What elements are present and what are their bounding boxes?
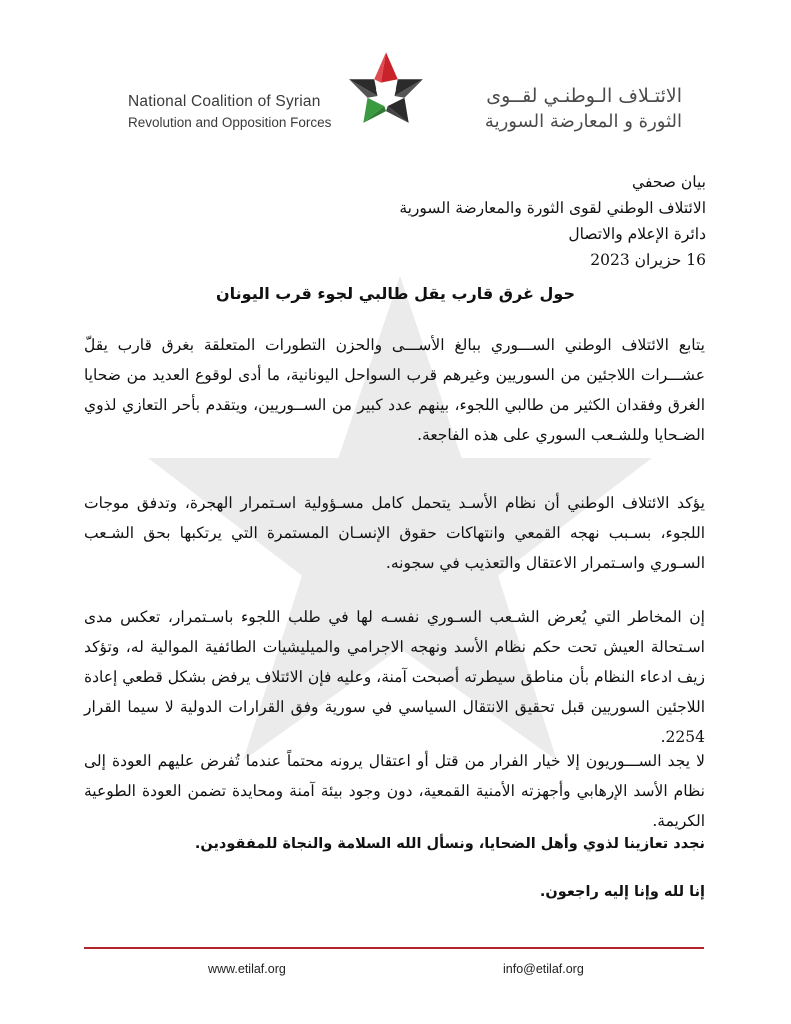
footer-divider — [84, 947, 704, 949]
closing-condolence: نجدد تعازينا لذوي وأهل الضحايا، ونسأل الله السلامة والنجاة للمفقودين. — [194, 836, 705, 852]
website-link[interactable]: www.etilaf.org — [208, 962, 286, 976]
logo-english-line2: Revolution and Opposition Forces — [128, 115, 332, 130]
paragraph-2: يؤكد الائتلاف الوطني أن نظام الأسـد يتحمل كامل مسـؤولية اسـتمرار الهجرة، وتدفق موجات اللجوء، بسـبب نهجه القمعي وانتهاكات حقوق الإنسـان المستمرة التي يرتكبها بحق الشـعب السـوري واسـتمرار الاعتقال والتعذيب في سجونه. — [84, 494, 705, 572]
issuer: الائتلاف الوطني لقوى الثورة والمعارضة السورية — [399, 199, 706, 217]
closing-prayer: إنا لله وإنا إليه راجعون. — [539, 884, 705, 900]
statement-date: 16 حزيران 2023 — [590, 251, 706, 269]
document-type: بيان صحفي — [632, 173, 706, 191]
paragraph-3: إن المخاطر التي يُعرض الشـعب السـوري نفسـه لها في طلب اللجوء باسـتمرار، تعكس مدى اسـتحالة العيش تحت حكم نظام الأسد ونهجه الاجرامي والميليشيات الطائفية الموالية له، وتؤكد زيف ادعاء النظام بأن مناطق سيطرته أصبحت آمنة، وعليه فإن الائتلاف يرفض بشكل قطعي إعادة اللاجئين السوريين قبل تحقيق الانتقال السياسي في سورية وفق القرارات الدولية لا سيما القرار 2254. — [84, 608, 705, 746]
logo-arabic-line2: الثورة و المعارضة السورية — [484, 111, 682, 132]
paragraph-4: لا يجد الســـوريون إلا خيار الفرار من قتل أو اعتقال يرونه محتماً عندما تُفرض عليهم العودة إلى نظام الأسد الإرهابي وأجهزته الأمنية القمعية، دون وجود بيئة آمنة ومحايدة تضمن العودة الطوعية الكريمة. — [84, 752, 705, 830]
logo-english-name — [128, 92, 358, 134]
statement-meta — [246, 169, 706, 273]
paragraph-1: يتابع الائتلاف الوطني الســـوري ببالغ الأســـى والحزن التطورات المتعلقة بغرق قارب يقلّ عشـــرات اللاجئين من السوريين وغيرهم قرب السواحل اليونانية، ما أدى لوقوع العديد من ضحايا الغرق وفقدان الكثير من طالبي اللجوء، بينهم عدد كبير من الســوريين، ويتقدم بأحر التعازي لذوي الضـحايا وللشـعب السوري على هذه الفاجعة. — [84, 336, 705, 444]
statement-title: حول غرق قارب يقل طالبي لجوء قرب اليونان — [216, 284, 575, 303]
department: دائرة الإعلام والاتصال — [568, 225, 706, 243]
logo-arabic-line1: الائتـلاف الـوطنـي لقــوى — [486, 85, 682, 107]
email-link[interactable]: info@etilaf.org — [503, 962, 584, 976]
star-logo-icon — [344, 49, 428, 133]
logo-english-line1: National Coalition of Syrian — [128, 93, 321, 110]
logo-arabic-name — [432, 83, 682, 135]
